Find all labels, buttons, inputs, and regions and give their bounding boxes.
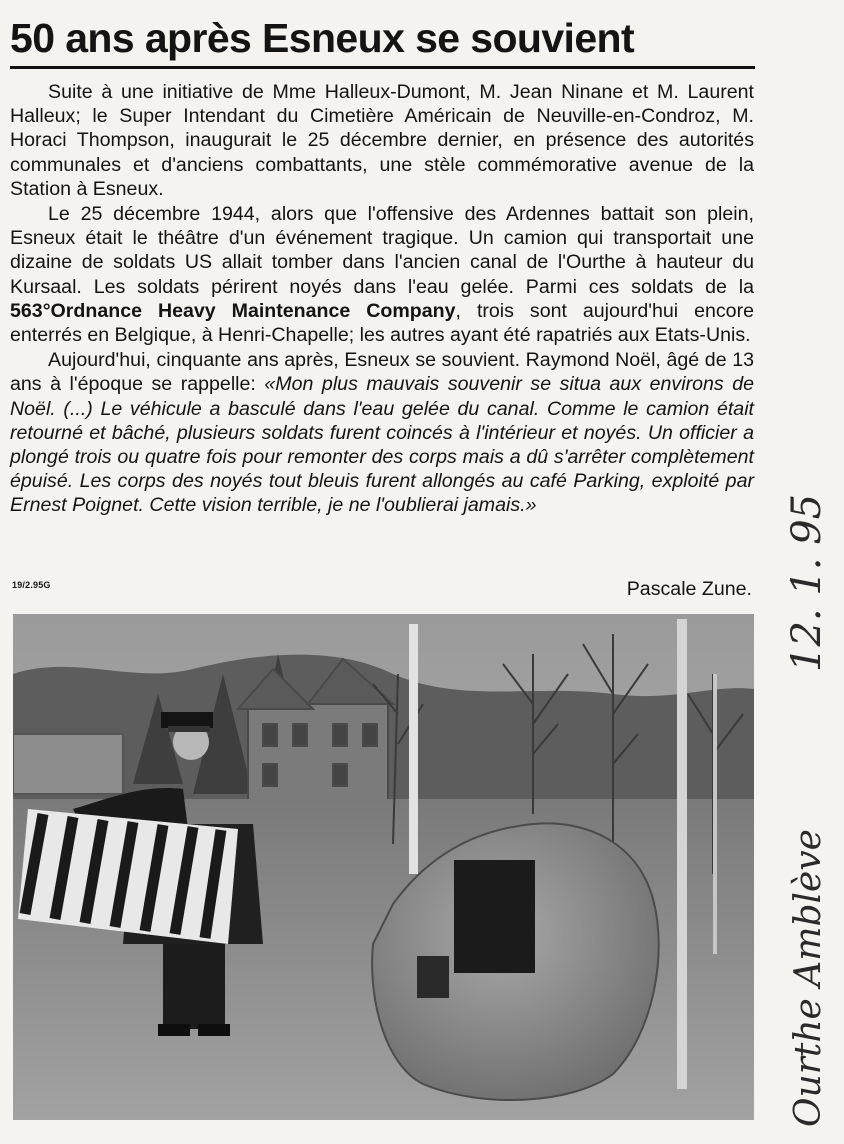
flagpole-far [713, 674, 717, 954]
paragraph-2 [10, 202, 754, 347]
memorial-photo [13, 614, 754, 1120]
article-body [10, 80, 754, 518]
memorial-plaque [454, 860, 535, 973]
paragraph-3 [10, 348, 754, 517]
unit-name: 563°Ordnance Heavy Maintenance Company [10, 299, 456, 322]
flagpole-right [677, 619, 687, 1089]
flagpole-left [409, 624, 418, 874]
paragraph-2-end: , trois sont aujourd'hui encore enterrés en Belgique, à Henri-Chapelle; les autres ayant été rapatriés aux Etats-Unis. [10, 299, 755, 347]
paragraph-3-start: Aujourd'hui, cinquante ans après, Esneux se souvient. Raymond Noël, âgé de 13 ans à l'époque se rappelle: [10, 349, 754, 396]
handwritten-annotation [772, 372, 838, 1132]
headline: 50 ans après Esneux se souvient [10, 15, 635, 61]
handwritten-date: 12. 1. 95 [784, 493, 830, 672]
low-building [13, 734, 123, 794]
paragraph-1: Suite à une initiative de Mme Halleux-Dumont, M. Jean Ninane et M. Laurent Halleux; le Super Intendant du Cimetière Américain de Neuville-en-Condroz, M. Horaci Thompson, inaugurait le 25 décembre dernier, en présence des autorités communales et d'anciens combattants, une stèle commémorative avenue de la Station à Esneux. [10, 81, 754, 200]
paragraph-2-start: Le 25 décembre 1944, alors que l'offensive des Ardennes battait son plein, Esneux était le théâtre d'un événement tragique. Un camion qui transportait une dizaine de soldats US allait tomber dans l'ancien canal de l'Ourthe à hauteur du Kursaal. Les soldats périrent noyés dans l'eau gelée. Parmi ces soldats de la [10, 203, 754, 298]
small-plaque [417, 956, 449, 998]
handwritten-source: Ourthe Amblève [788, 829, 829, 1127]
testimony-quote: «Mon plus mauvais souvenir se situa aux environs de Noël. (...) Le véhicule a basculé dans l'eau gelée du canal. Comme le camion était retourné et bâché, plusieurs soldats furent coincés à l'intérieur et noyés. Un officier a plongé trois ou quatre fois pour remonter des corps mais a dû s'arrêter complètement épuisé. Les corps des noyés tout bleuis furent allongés au café Parking, exploité par Ernest Poignet. Cette vision terrible, je ne l'oublierai jamais.» [10, 373, 754, 517]
byline: Pascale Zune. [626, 578, 752, 600]
reference-code: 19/2.95G [12, 580, 51, 590]
headline-rule [10, 66, 755, 69]
